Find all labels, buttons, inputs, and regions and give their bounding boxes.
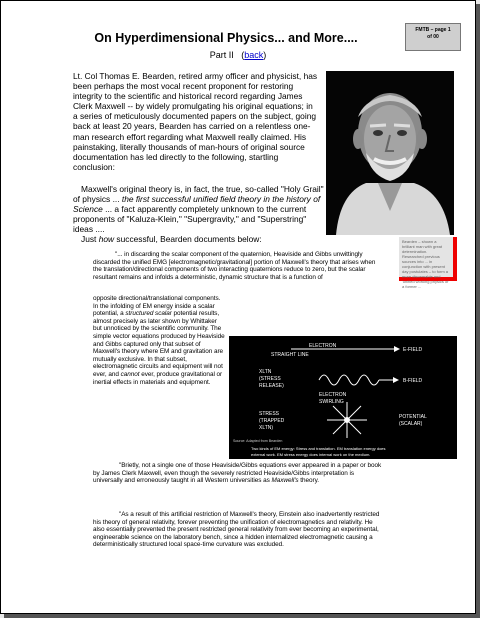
page-title: On Hyperdimensional Physics... and More.... <box>94 31 358 45</box>
label-e-field: E-FIELD <box>403 347 423 353</box>
quote-1b-emphasis-2: cannot <box>120 370 140 378</box>
label-stress-release: (STRESS <box>259 376 281 382</box>
paren-close: ) <box>263 50 267 60</box>
label-potential: POTENTIAL <box>399 414 427 420</box>
quote-1-continued <box>93 295 225 386</box>
back-link[interactable]: back <box>244 50 264 60</box>
paren-open: ( <box>241 50 245 60</box>
holy-grail-emphasis: the first successful unified field theory in the history of Science <box>73 194 321 215</box>
quote-1: "... in discarding the scalar component of the quaternion, Heaviside and Gibbs unwittingly discarded the unified EMG [electromagnetic/gravitational] portion of Maxwell's theory that arises when the translation/directional components of two interacting quaternions reduce to zero, but the scalar resultant remains and infolds a deterministic, dynamic structure that is a function of <box>93 251 376 281</box>
quote-1b-emphasis-1: structured scalar <box>125 310 172 318</box>
holy-grail-text-a: Maxwell's original theory is, in fact, the true, so-called "Holy Grail" of physics ... <box>73 184 324 205</box>
badge-line-1: FMTB – page 1 <box>415 27 451 33</box>
diagram-caption-2: external work. EM stress energy does internal work on the medium. <box>251 452 371 457</box>
label-xltn: XLTN <box>259 369 272 375</box>
quote-2-a: "Brietly, not a single one of those Heaviside/Gibbs equations ever appeared in a paper or book by James Clerk Maxwell, even though the severely restricted Heaviside/Gibbs interpretation is universally and erroneously taught in all Western universities as <box>93 462 382 485</box>
label-swirling: SWIRLING <box>319 399 344 405</box>
bearden-photo <box>326 71 454 235</box>
lead-emphasis: how <box>98 234 115 244</box>
part-heading <box>1 50 475 60</box>
quote-3: "As a result of this artificial restriction of Maxwell's theory, Einstein also inadvertently restricted his theory of general relativity, forever preventing the unification of electromagnetics and relativity. He also essentially prevented the present restricted general relativity from ever becoming an experimental, engineerable science on the laboratory bench, since a hidden internalized electromagnetic causing a deterministically structured local space-time curvature was excluded. <box>93 511 380 549</box>
quote-2-emphasis: Maxwell's <box>271 477 299 485</box>
label-b-field: B-FIELD <box>403 378 423 384</box>
lead-a: Just <box>81 234 97 244</box>
label-trapped: (TRAPPED <box>259 418 285 424</box>
quote-1b-e: ever, produce gravitational or inertial effects in materials and equipment. <box>93 370 223 386</box>
label-xltn-2: XLTN) <box>259 425 274 431</box>
label-straight-line: STRAIGHT LINE <box>271 352 309 358</box>
holy-grail-paragraph <box>73 184 325 234</box>
label-electron-2: ELECTRON <box>319 392 347 398</box>
label-release: RELEASE) <box>259 383 284 389</box>
part-label: Part II <box>209 50 234 60</box>
em-energy-diagram <box>229 336 457 459</box>
badge-line-2: of 00 <box>427 34 439 40</box>
label-stress: STRESS <box>259 411 280 417</box>
page-badge <box>405 23 461 51</box>
quote-2-c: theory. <box>300 477 319 485</box>
quote-1b-c: potential results, almost precisely as later shown by Whittaker but unnoticed by the scientific community. The simple vector equations produced by Heaviside and Gibbs captured only that subset of Maxwell's theory where EM and gravitation are mutually exclusive. In that subset, electromagnetic circuits and equipment will not ever, and <box>93 310 225 378</box>
intro-paragraph: Lt. Col Thomas E. Bearden, retired army officer and physicist, has been perhaps the most vocal recent proponent for restoring integrity to the scientific and historical record regarding James Clerk Maxwell -- by widely promulgating his original equations; in a series of meticulously documented papers on the subject, going back at least 20 years, Bearden has carried on a relentless one-man research effort regarding what Maxwell really claimed. His painstaking, literally thousands of man-hours of original source documentation has led directly to the following, startling conclusion: <box>73 71 318 172</box>
holy-grail-text-c: ... a fact apparently completely unknown to the current proponents of "Kaluza-Klein," "Supergravity," and "Superstring" ideas .... <box>73 204 307 235</box>
lead-c: successful, Bearden documents below: <box>116 234 262 244</box>
quote-1b-a: opposite directional/translational components. In the infolding of EM energy inside a scalar potential, a <box>93 295 221 318</box>
lead-sentence <box>81 234 262 244</box>
diagram-source: Source: Adapted from Bearden <box>233 439 283 443</box>
label-scalar: (SCALAR) <box>399 421 423 427</box>
quote-2 <box>93 462 385 485</box>
diagram-caption-1: Two kinds of EM energy: Stress and translation. EM translation energy does <box>251 446 386 451</box>
label-electron: ELECTRON <box>309 343 337 349</box>
photo-caption: Bearden – shown a brilliant man with great determination. Researched previous sources into ... in conjunction with present day postulates – to form a more discernable and 'unified working physics of a former ... <box>399 237 457 281</box>
